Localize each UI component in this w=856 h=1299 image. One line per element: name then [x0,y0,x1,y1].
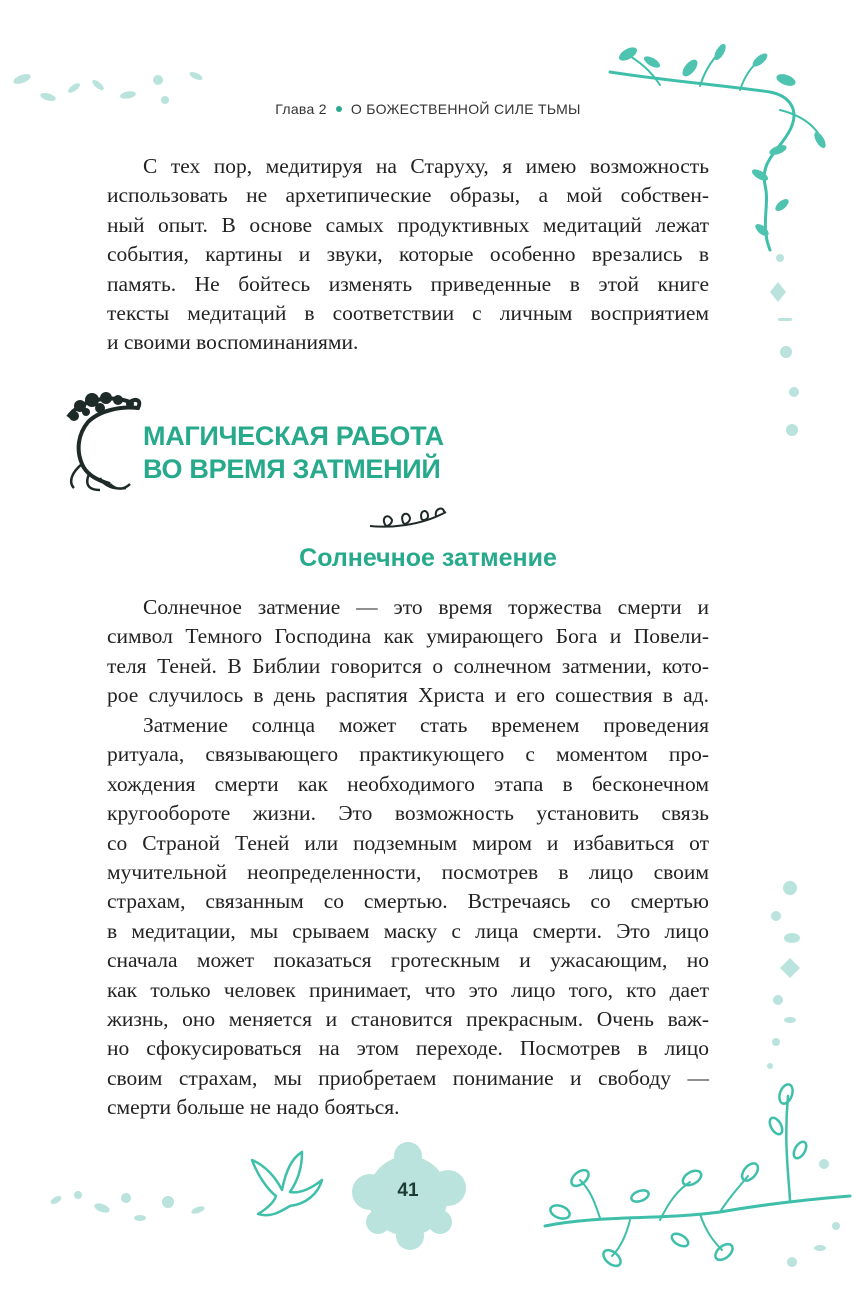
text-line: Солнечное затмение — это время торжества смерти и [143,595,709,619]
text-line: жизнь, оно меняется и становится прекрасным. Очень важ- [107,1007,709,1032]
top-left-leaves-icon [12,70,203,104]
text-line: Затмение солнца может стать временем проведения [143,713,709,737]
subsection-heading: Солнечное затмение [299,544,557,572]
text-line: символ Темного Господина как умирающего Бога и Повели- [107,624,709,649]
text-line: в медитации, мы срываем маску с лица смерти. Это лицо [107,918,709,943]
text-line: страхам, связанным со смертью. Встречаясь со смертью [107,889,709,914]
header-dot-icon [336,106,342,112]
chapter-title: О БОЖЕСТВЕННОЙ СИЛЕ ТЬМЫ [350,101,581,117]
dove-icon [252,1152,322,1215]
text-line: как только человек принимает, что это лицо того, кто дает [107,977,709,1002]
text-line: кругообороте жизни. Это возможность установить связь [107,801,709,826]
text-line: хождения смерти как необходимого этапа в бесконечном [107,771,709,796]
section-heading-line-1: МАГИЧЕСКАЯ РАБОТА [143,421,444,451]
text-line: сначала может показаться гротескным и ужасающим, но [107,948,709,973]
text-line: рое случилось в день распятия Христа и его сошествия в ад. [107,683,709,708]
running-header [0,101,856,117]
section-heading [143,420,444,486]
text-line: память. Не бойтесь изменять приведенные в этой книге [107,271,709,296]
text-line: события, картины и звуки, которые особенно врезались в [107,242,709,267]
intro-paragraph [107,152,709,358]
page-number: 41 [397,1180,419,1201]
section-heading-line-2: ВО ВРЕМЯ ЗАТМЕНИЙ [143,454,441,484]
text-line: тексты медитаций в соответствии с личным восприятием [107,301,709,326]
paragraph-2 [107,711,709,1123]
text-line: смерти больше не надо бояться. [107,1095,400,1120]
paragraph-1 [107,593,709,711]
text-line: использовать не архетипические образы, а мой собствен- [107,183,709,208]
tree-icon [68,392,139,490]
leaf-sprig-icon [370,509,446,527]
text-line: и своими воспоминаниями. [107,330,359,355]
text-line: своим страхам, мы приобретаем понимание и свободу — [107,1065,709,1090]
chapter-label: Глава 2 [275,101,327,117]
text-line: ритуала, связывающего практикующего с моментом про- [107,742,709,767]
text-line: теля Теней. В Библии говорится о солнечном затмении, кото- [107,653,709,678]
text-line: со Страной Теней или подземным миром и избавиться от [107,830,709,855]
text-line: мучительной неопределенности, посмотрев в лицо своим [107,860,709,885]
text-line: ный опыт. В основе самых продуктивных медитаций лежат [107,212,709,237]
text-line: С тех пор, медитируя на Старуху, я имею возможность [143,154,709,178]
text-line: но сфокусироваться на этом переходе. Посмотрев в лицо [107,1036,709,1061]
